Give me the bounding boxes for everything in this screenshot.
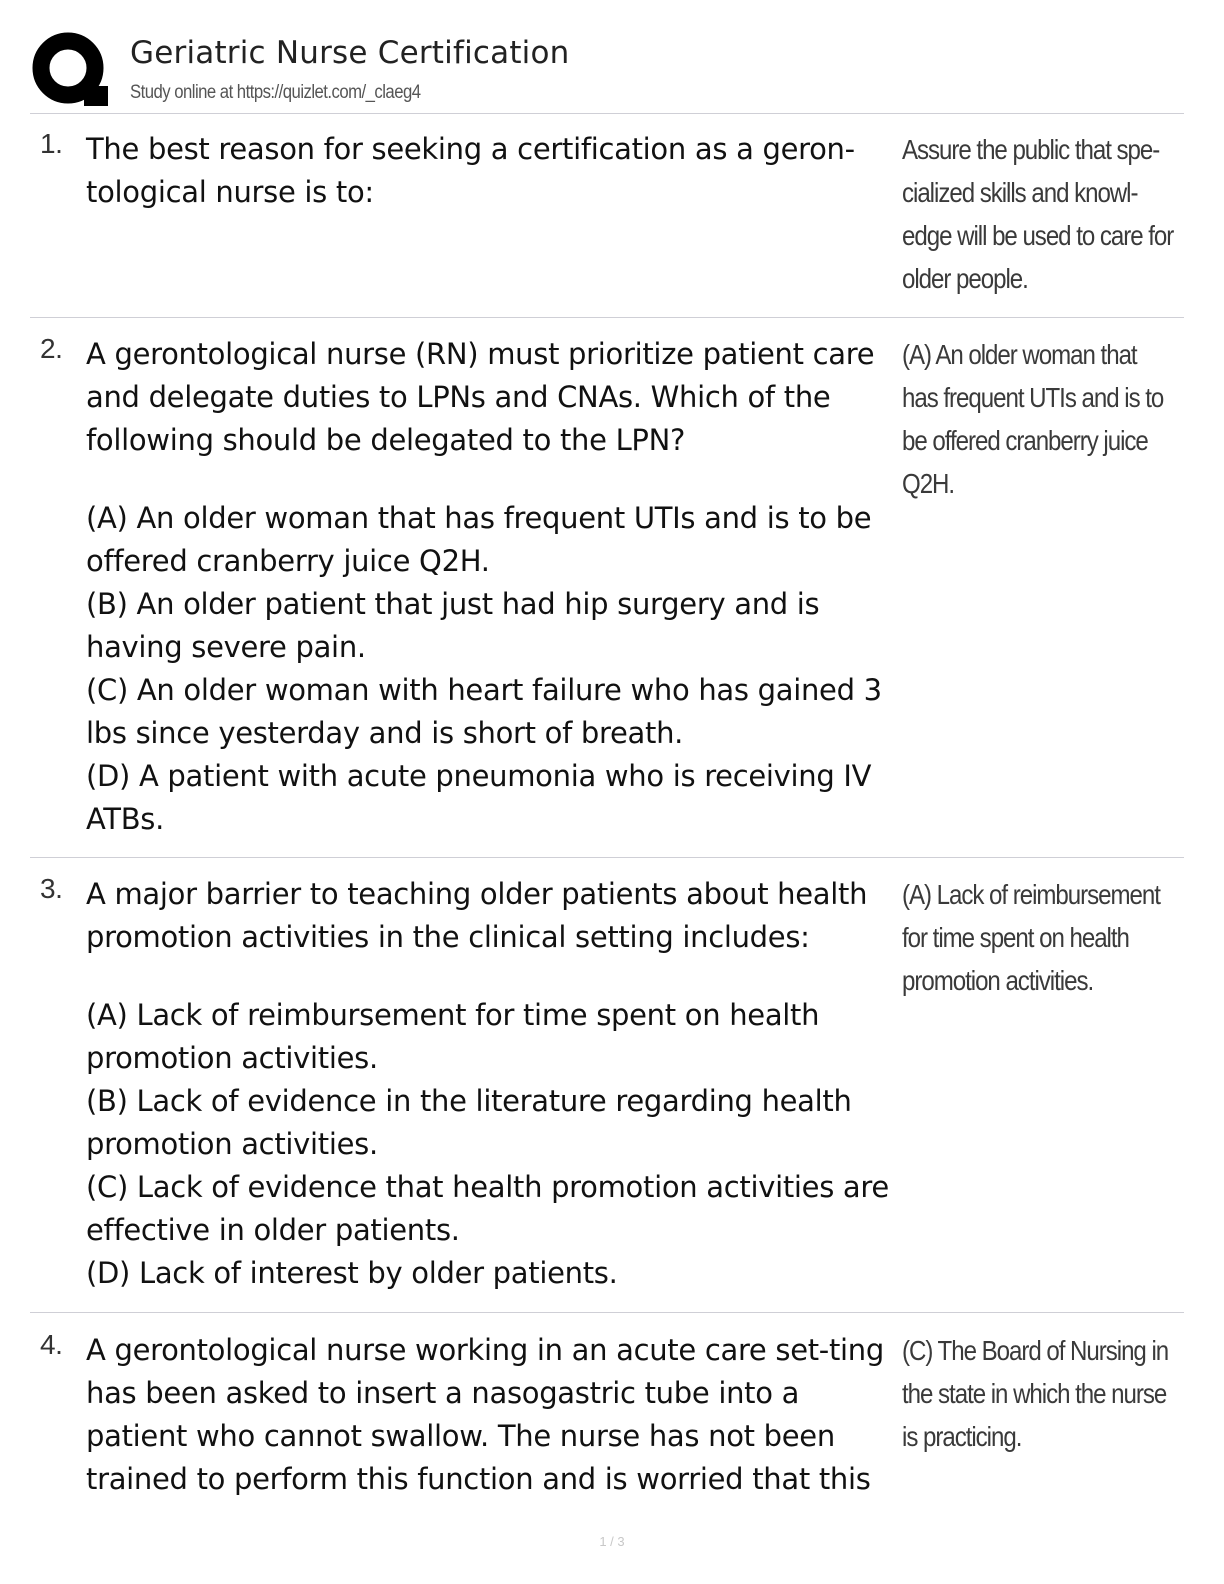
question-stem: A gerontological nurse (RN) must prioritize patient care and delegate duties to LPNs and CNAs. Which of the following should be delegated to the LPN?	[86, 337, 875, 457]
question-stem: A major barrier to teaching older patients about health promotion activities in the clinical setting includes:	[86, 877, 868, 954]
option-b: (B) Lack of evidence in the literature regarding health promotion activities.	[86, 1084, 852, 1161]
divider	[30, 857, 1184, 858]
answer-text: Assure the public that spe-cialized skills and knowl-edge will be used to care for older people.	[902, 134, 1174, 294]
document-title: Geriatric Nurse Certification	[130, 35, 570, 71]
question-stem: The best reason for seeking a certification as a geron-tological nurse is to:	[86, 132, 855, 209]
question-text	[86, 128, 906, 214]
quizlet-logo-icon	[32, 32, 108, 108]
option-c: (C) An older woman with heart failure who has gained 3 lbs since yesterday and is short of breath.	[86, 673, 882, 750]
page-number: 1 / 3	[599, 1534, 625, 1549]
divider	[30, 113, 1184, 114]
divider	[30, 317, 1184, 318]
card-number: 3.	[40, 873, 63, 904]
card-number: 2.	[40, 333, 63, 364]
divider	[30, 1312, 1184, 1313]
question-text	[86, 333, 906, 841]
option-c: (C) Lack of evidence that health promotion activities are effective in older patients.	[86, 1170, 889, 1247]
option-a: (A) Lack of reimbursement for time spent on health promotion activities.	[86, 998, 820, 1075]
option-a: (A) An older woman that has frequent UTIs and is to be offered cranberry juice Q2H.	[86, 501, 872, 578]
study-online-link-text[interactable]: Study online at https://quizlet.com/_claeg4	[130, 82, 421, 103]
card-number: 4.	[40, 1329, 63, 1360]
document-header	[28, 30, 1188, 114]
question-text	[86, 1329, 906, 1501]
answer-text: (C) The Board of Nursing in the state in which the nurse is practicing.	[902, 1335, 1169, 1452]
option-d: (D) A patient with acute pneumonia who is receiving IV ATBs.	[86, 759, 872, 836]
question-text	[86, 873, 906, 1295]
answer-text: (A) Lack of reimbursement for time spent on health promotion activities.	[902, 879, 1160, 996]
answer-text: (A) An older woman that has frequent UTIs and is to be offered cranberry juice Q2H.	[902, 339, 1164, 499]
option-b: (B) An older patient that just had hip surgery and is having severe pain.	[86, 587, 820, 664]
card-number: 1.	[40, 128, 63, 159]
question-stem: A gerontological nurse working in an acute care set-ting has been asked to insert a nasogastric tube into a patient who cannot swallow. The nurse has not been trained to perform this function and is worried that this	[86, 1333, 884, 1496]
option-d: (D) Lack of interest by older patients.	[86, 1256, 618, 1290]
